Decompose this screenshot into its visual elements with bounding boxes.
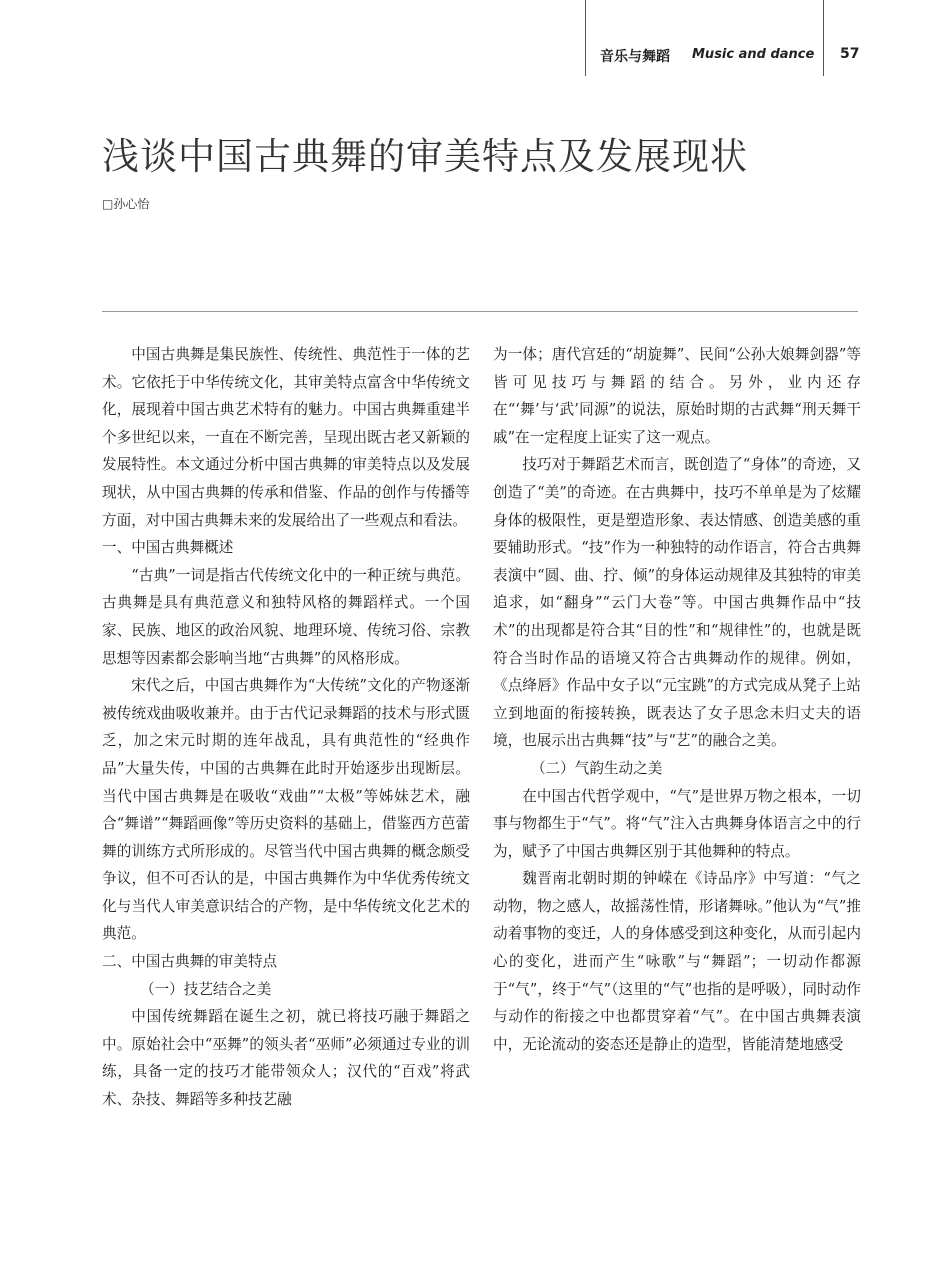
section-name-chinese: 音乐与舞蹈 [600, 49, 670, 65]
paragraph: 宋代之后，中国古典舞作为“大传统”文化的产物逐渐被传统戏曲吸收兼并。由于古代记录舞蹈的技术与形式匮乏，加之宋元时期的连年战乱，具有典范性的“经典作品”大量失传，中国的古典舞在此时开始逐步出现断层。当代中国古典舞是在吸收“戏曲”“太极”等姊妹艺术，融合“舞谱”“舞蹈画像”等历史资料的基础上，借鉴西方芭蕾舞的训练方式所形成的。尽管当代中国古典舞的概念颇受争议，但不可否认的是，中国古典舞作为中华优秀传统文化与当代人审美意识结合的产物，是中华传统文化艺术的典范。 [102, 677, 470, 943]
title-divider [102, 311, 858, 312]
right-column [493, 341, 861, 1058]
paragraph-continued: 为一体；唐代宫廷的“胡旋舞”、民间“公孙大娘舞剑器”等皆可见技巧与舞蹈的结合。另外，业内还存在“‘舞’与‘武’同源”的说法，原始时期的古武舞“刑天舞干戚”在一定程度上证实了这一观点。 [493, 346, 861, 446]
section-heading-2: 二、中国古典舞的审美特点 [102, 953, 278, 971]
paragraph: 在中国古代哲学观中，“气”是世界万物之根本，一切事与物都生于“气”。将“气”注入古典舞身体语言之中的行为，赋予了中国古典舞区别于其他舞种的特点。 [493, 787, 861, 860]
article-author: □孙心怡 [102, 197, 150, 211]
header-divider-left [585, 0, 586, 76]
header-divider-right [823, 0, 824, 76]
page-number: 57 [840, 46, 860, 62]
paragraph: 魏晋南北朝时期的钟嵘在《诗品序》中写道：“气之动物，物之感人，故摇荡性情，形诸舞咏。”他认为“气”推动着事物的变迁，人的身体感受到这种变化，从而引起内心的变化，进而产生“咏歌”与“舞蹈”；一切动作都源于“气”，终于“气”（这里的“气”也指的是呼吸），同时动作与动作的衔接之中也都贯穿着“气”。在中国古典舞表演中，无论流动的姿态还是静止的造型，皆能清楚地感受 [493, 870, 861, 1053]
section-heading-1: 一、中国古典舞概述 [102, 539, 234, 557]
paragraph-abstract: 中国古典舞是集民族性、传统性、典范性于一体的艺术。它依托于中华传统文化，其审美特点富含中华传统文化，展现着中国古典艺术特有的魅力。中国古典舞重建半个多世纪以来，一直在不断完善，呈现出既古老又新颖的发展特性。本文通过分析中国古典舞的审美特点以及发展现状，从中国古典舞的传承和借鉴、作品的创作与传播等方面，对中国古典舞未来的发展给出了一些观点和看法。 [102, 346, 470, 529]
subsection-heading-1: （一）技艺结合之美 [139, 980, 272, 998]
article-title: 浅谈中国古典舞的审美特点及发展现状 [102, 135, 748, 178]
subsection-heading-2: （二）气韵生动之美 [530, 759, 663, 777]
paragraph: “古典”一词是指古代传统文化中的一种正统与典范。古典舞是具有典范意义和独特风格的舞蹈样式。一个国家、民族、地区的政治风貌、地理环境、传统习俗、宗教思想等因素都会影响当地“古典舞”的风格形成。 [102, 566, 470, 667]
section-name-english: Music and dance [692, 47, 815, 62]
left-column [102, 341, 470, 1114]
paragraph: 中国传统舞蹈在诞生之初，就已将技巧融于舞蹈之中。原始社会中“巫舞”的领头者“巫师”必须通过专业的训练，具备一定的技巧才能带领众人；汉代的“百戏”将武术、杂技、舞蹈等多种技艺融 [102, 1008, 470, 1109]
paragraph: 技巧对于舞蹈艺术而言，既创造了“身体”的奇迹，又创造了“美”的奇迹。在古典舞中，技巧不单单是为了炫耀身体的极限性，更是塑造形象、表达情感、创造美感的重要辅助形式。“技”作为一种独特的动作语言，符合古典舞表演中“圆、曲、拧、倾”的身体运动规律及其独特的审美追求，如“翻身”“云门大卷”等。中国古典舞作品中“技术”的出现都是符合其“目的性”和“规律性”的，也就是既符合当时作品的语境又符合古典舞动作的规律。例如，《点绛唇》作品中女子以“元宝跳”的方式完成从凳子上站立到地面的衔接转换，既表达了女子思念未归丈夫的语境，也展示出古典舞“技”与“艺”的融合之美。 [493, 456, 861, 750]
